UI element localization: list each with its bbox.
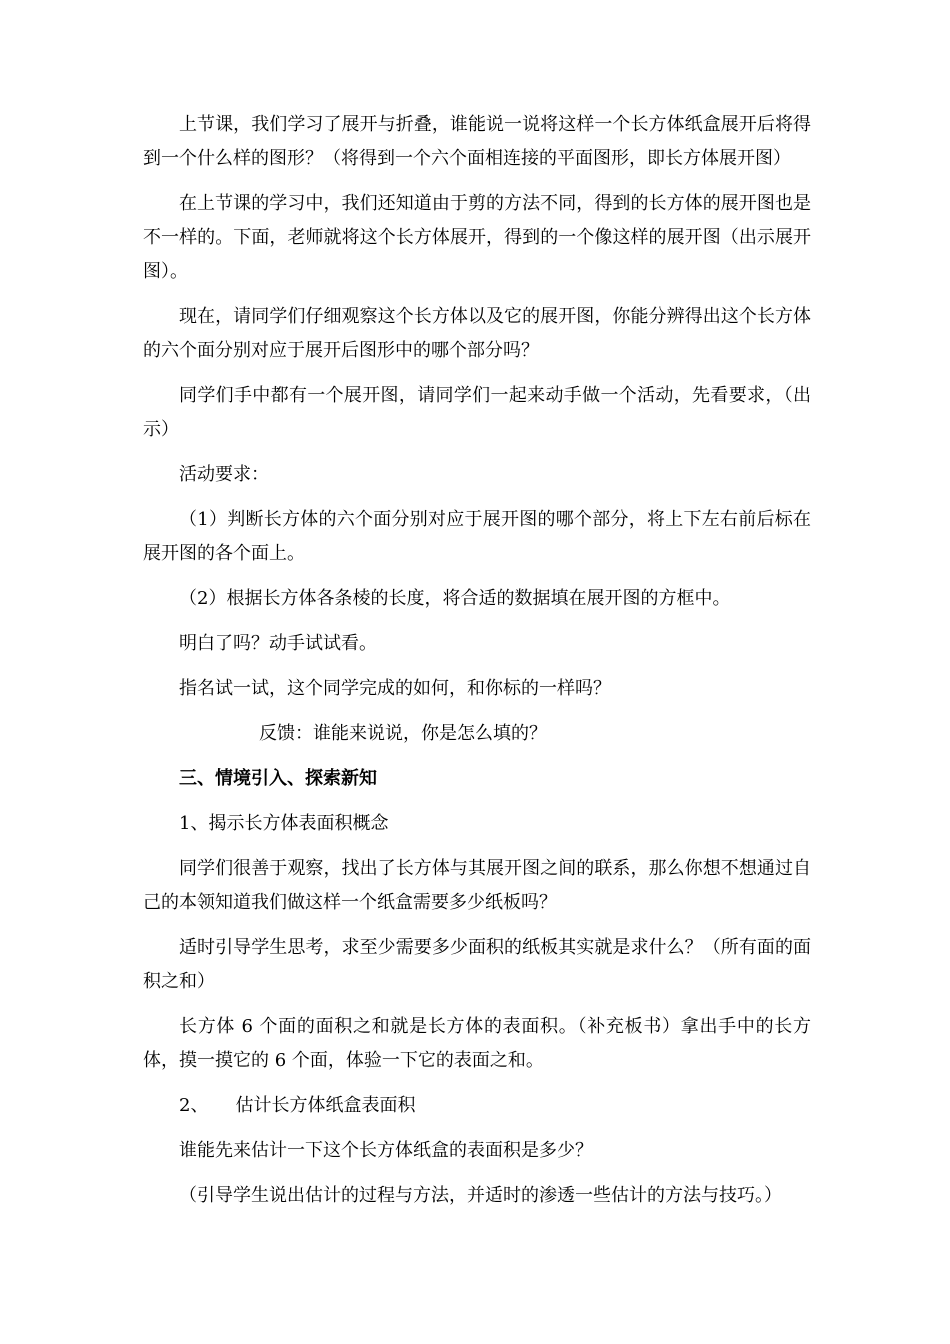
section-heading-3: 三、情境引入、探索新知 bbox=[179, 768, 377, 789]
paragraph-activity-intro: 同学们手中都有一个展开图，请同学们一起来动手做一个活动，先看要求，（出示） bbox=[143, 385, 811, 440]
paragraph-estimate-guidance: （引导学生说出估计的过程与方法，并适时的渗透一些估计的方法与技巧。） bbox=[179, 1185, 782, 1206]
paragraph-surface-area-definition: 长方体 6 个面的面积之和就是长方体的表面积。（补充板书）拿出手中的长方体，摸一摸它的 6 个面，体验一下它的表面之和。 bbox=[143, 1016, 811, 1071]
paragraph-observe-faces: 现在，请同学们仔细观察这个长方体以及它的展开图，你能分辨得出这个长方体的六个面分别对应于展开后图形中的哪个部分吗？ bbox=[143, 306, 811, 361]
paragraph-review-unfolding: 上节课，我们学习了展开与折叠，谁能说一说将这样一个长方体纸盒展开后将得到一个什么样的图形？（将得到一个六个面相连接的平面图形，即长方体展开图） bbox=[143, 114, 811, 169]
paragraph-estimate-question: 谁能先来估计一下这个长方体纸盒的表面积是多少？ bbox=[179, 1140, 593, 1161]
subheading-estimate-surface-area: 2、 估计长方体纸盒表面积 bbox=[179, 1095, 416, 1116]
paragraph-requirement-1: （1）判断长方体的六个面分别对应于展开图的哪个部分，将上下左右前后标在展开图的各个面上。 bbox=[143, 509, 811, 564]
paragraph-different-nets: 在上节课的学习中，我们还知道由于剪的方法不同，得到的长方体的展开图也是不一样的。下面，老师就将这个长方体展开，得到的一个像这样的展开图（出示展开图）。 bbox=[143, 193, 811, 282]
paragraph-guide-thinking: 适时引导学生思考，求至少需要多少面积的纸板其实就是求什么？（所有面的面积之和） bbox=[143, 937, 811, 992]
paragraph-good-observation: 同学们很善于观察，找出了长方体与其展开图之间的联系，那么你想不想通过自己的本领知道我们做这样一个纸盒需要多少纸板吗？ bbox=[143, 858, 811, 913]
paragraph-requirement-2: （2）根据长方体各条棱的长度，将合适的数据填在展开图的方框中。 bbox=[179, 588, 731, 609]
paragraph-feedback: 反馈：谁能来说说，你是怎么填的？ bbox=[259, 723, 547, 744]
paragraph-try-it: 明白了吗？动手试试看。 bbox=[179, 633, 377, 654]
subheading-surface-area-concept: 1、揭示长方体表面积概念 bbox=[179, 813, 389, 834]
paragraph-activity-requirements: 活动要求： bbox=[179, 464, 269, 485]
document-body bbox=[143, 108, 811, 1224]
paragraph-name-student: 指名试一试，这个同学完成的如何，和你标的一样吗？ bbox=[179, 678, 611, 699]
